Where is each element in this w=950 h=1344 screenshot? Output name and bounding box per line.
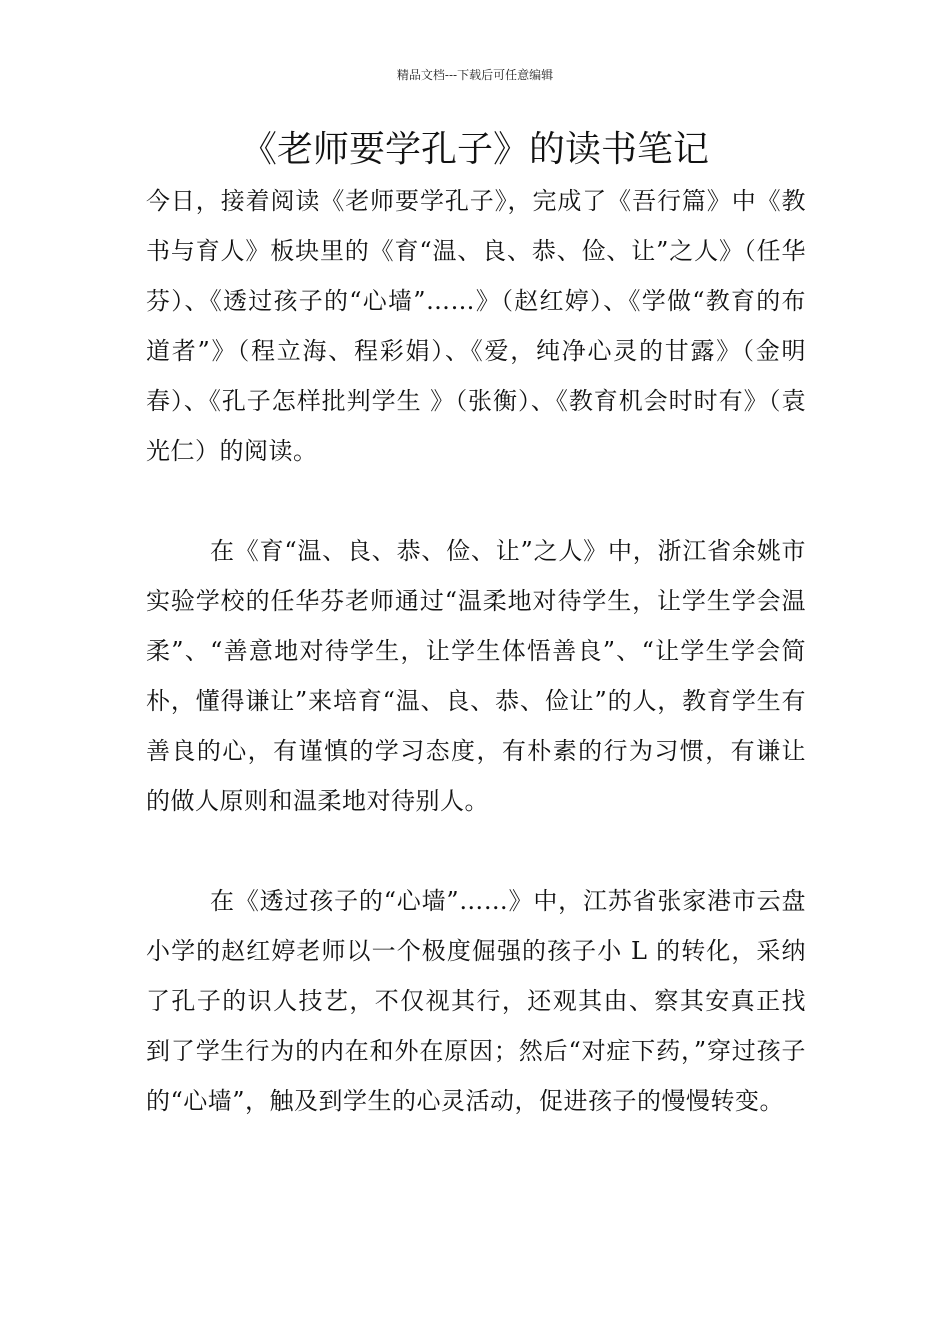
paragraph-zhao-hongting: 在《透过孩子的“心墙”……》中，江苏省张家港市云盘小学的赵红婷老师以一个极度倔强的孩子小 L 的转化，采纳了孔子的识人技艺，不仅视其行，还观其由、察其安真正找到了学生行为的内在和外在原因；然后“对症下药，”穿过孩子的“心墙”，触及到学生的心灵活动，促进孩子的慢慢转变。 — [146, 887, 806, 1115]
paragraph-intro: 今日，接着阅读《老师要学孔子》，完成了《吾行篇》中《教书与育人》板块里的《育“温、良、恭、俭、让”之人》（任华芬）、《透过孩子的“心墙”……》（赵红婷）、《学做“教育的布道者”》（程立海、程彩娟）、《爱，纯净心灵的甘露》（金明春）、《孔子怎样批判学生 》（张衡）、《教育机会时时有》（袁光仁）的阅读。 — [146, 187, 806, 465]
document-title: 《老师要学孔子》的读书笔记 — [240, 129, 709, 170]
document-body — [146, 176, 806, 1126]
paragraph-gap — [146, 476, 806, 526]
paragraph-ren-huafen: 在《育“温、良、恭、俭、让”之人》中，浙江省余姚市实验学校的任华芬老师通过“温柔地对待学生，让学生学会温柔”、“善意地对待学生，让学生体悟善良”、“让学生学会简朴，懂得谦让”来培育“温、良、恭、俭让”的人，教育学生有善良的心，有谨慎的学习态度，有朴素的行为习惯，有谦让的做人原则和温柔地对待别人。 — [146, 537, 806, 815]
paragraph-gap — [146, 826, 806, 876]
page-header-note: 精品文档---下载后可任意编辑 — [396, 68, 554, 82]
